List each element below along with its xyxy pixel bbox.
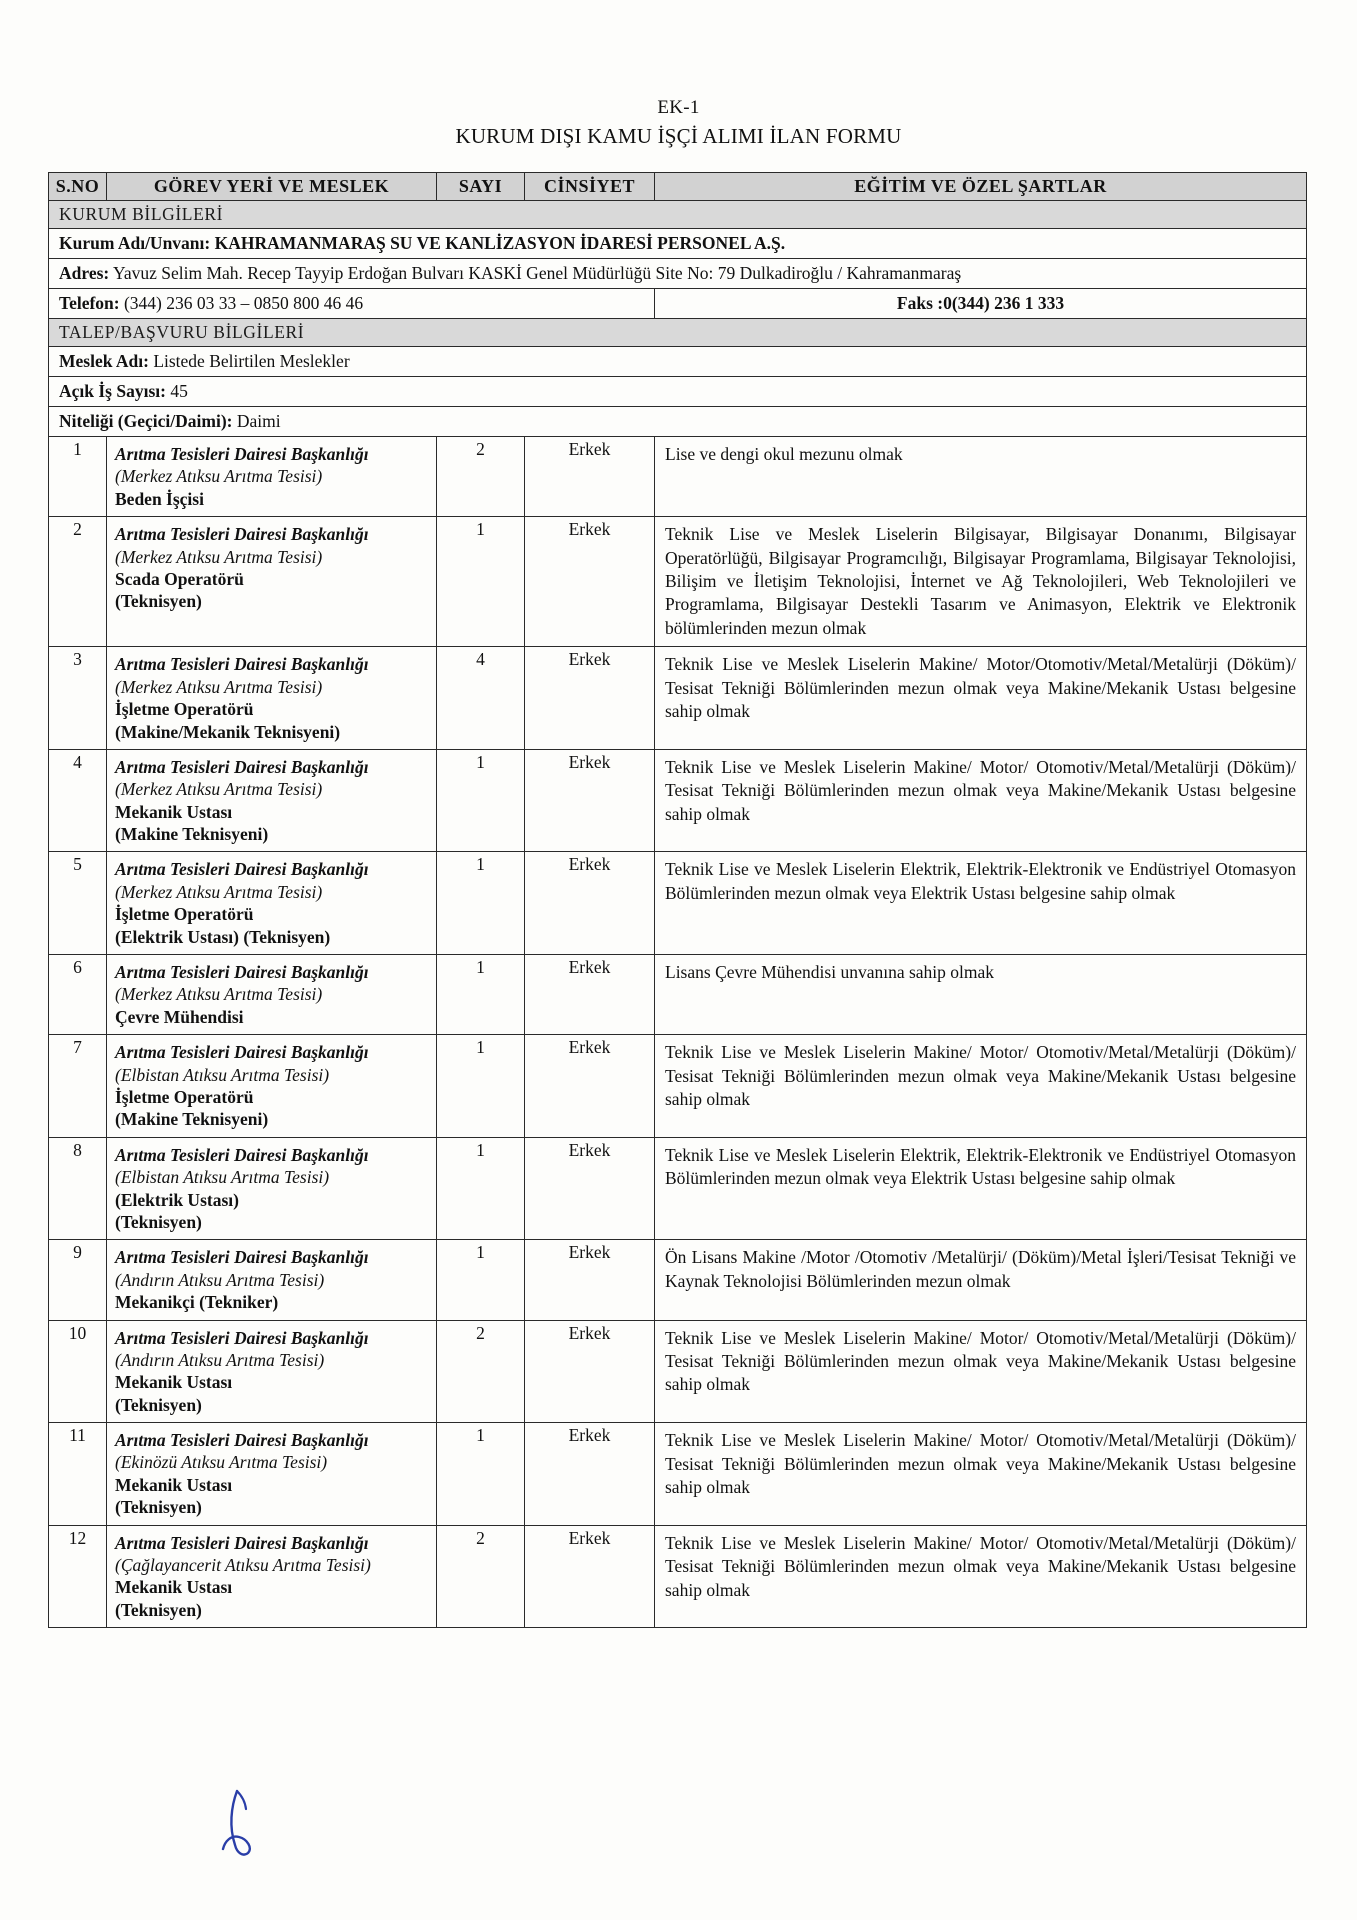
gorev-meslek: İşletme Operatörü: [115, 904, 254, 925]
cell-sira-no: 10: [49, 1320, 107, 1423]
gorev-meslek: (Elektrik Ustası): [115, 1189, 239, 1210]
telefon-row: [49, 288, 1307, 318]
cell-sayi: 1: [437, 1240, 525, 1320]
faks-cell: Faks :0(344) 236 1 333: [655, 288, 1307, 318]
cell-gorev-yeri-meslek: [107, 1320, 437, 1423]
gorev-daire: Arıtma Tesisleri Dairesi Başkanlığı: [115, 1144, 369, 1165]
table-row: [49, 1423, 1307, 1526]
cell-egitim-ozel-sartlar: Teknik Lise ve Meslek Liselerin Makine/ Motor/Otomotiv/Metal/Metalürji (Döküm)/ Tesisat Tekniği Bölümlerinden mezun olmak veya Makine/Mekanik Ustası belgesine sahip olmak: [655, 647, 1307, 750]
meslek-adi-label: Meslek Adı:: [59, 350, 149, 371]
cell-egitim-ozel-sartlar: Teknik Lise ve Meslek Liselerin Makine/ Motor/ Otomotiv/Metal/Metalürji (Döküm)/ Tesisat Tekniği Bölümlerinden mezun olmak veya Makine/Mekanik Ustası belgesine sahip olmak: [655, 1525, 1307, 1628]
gorev-tesis: (Merkez Atıksu Arıtma Tesisi): [115, 779, 323, 800]
column-header-cinsiyet: CİNSİYET: [525, 172, 655, 200]
table-row: [49, 517, 1307, 647]
gorev-meslek: Mekanik Ustası: [115, 801, 233, 822]
acik-is-sayisi-label: Açık İş Sayısı:: [59, 380, 166, 401]
gorev-meslek-alt: (Teknisyen): [115, 1497, 202, 1518]
gorev-meslek-alt: (Makine Teknisyeni): [115, 824, 269, 845]
cell-egitim-ozel-sartlar: Teknik Lise ve Meslek Liselerin Makine/ Motor/ Otomotiv/Metal/Metalürji (Döküm)/ Tesisat Tekniği Bölümlerinden mezun olmak veya Makine/Mekanik Ustası belgesine sahip olmak: [655, 749, 1307, 852]
table-row: [49, 1137, 1307, 1240]
meslek-adi-row: [49, 346, 1307, 376]
gorev-meslek-alt: (Makine Teknisyeni): [115, 1109, 269, 1130]
cell-gorev-yeri-meslek: [107, 436, 437, 516]
table-row: [49, 436, 1307, 516]
gorev-daire: Arıtma Tesisleri Dairesi Başkanlığı: [115, 1532, 369, 1553]
cell-egitim-ozel-sartlar: Teknik Lise ve Meslek Liselerin Makine/ Motor/ Otomotiv/Metal/Metalürji (Döküm)/ Tesisat Tekniği Bölümlerinden mezun olmak veya Makine/Mekanik Ustası belgesine sahip olmak: [655, 1320, 1307, 1423]
ilan-formu-table: [48, 172, 1307, 1628]
table-body: [49, 200, 1307, 436]
cell-sayi: 2: [437, 1525, 525, 1628]
gorev-meslek: İşletme Operatörü: [115, 699, 254, 720]
gorev-meslek-alt: (Elektrik Ustası) (Teknisyen): [115, 926, 331, 947]
cell-sira-no: 4: [49, 749, 107, 852]
gorev-daire: Arıtma Tesisleri Dairesi Başkanlığı: [115, 1247, 369, 1268]
acik-is-sayisi-row: [49, 376, 1307, 406]
cell-sayi: 2: [437, 436, 525, 516]
cell-cinsiyet: Erkek: [525, 1035, 655, 1138]
cell-cinsiyet: Erkek: [525, 1320, 655, 1423]
cell-cinsiyet: Erkek: [525, 1423, 655, 1526]
gorev-daire: Arıtma Tesisleri Dairesi Başkanlığı: [115, 1042, 369, 1063]
gorev-meslek-alt: (Teknisyen): [115, 591, 202, 612]
job-rows-body: [49, 436, 1307, 1627]
cell-egitim-ozel-sartlar: Lisans Çevre Mühendisi unvanına sahip olmak: [655, 955, 1307, 1035]
cell-cinsiyet: Erkek: [525, 436, 655, 516]
gorev-tesis: (Ekinözü Atıksu Arıtma Tesisi): [115, 1452, 328, 1473]
cell-sira-no: 8: [49, 1137, 107, 1240]
cell-gorev-yeri-meslek: [107, 647, 437, 750]
gorev-daire: Arıtma Tesisleri Dairesi Başkanlığı: [115, 1327, 369, 1348]
gorev-meslek: İşletme Operatörü: [115, 1086, 254, 1107]
cell-sayi: 1: [437, 517, 525, 647]
cell-gorev-yeri-meslek: [107, 1035, 437, 1138]
gorev-tesis: (Çağlayancerit Atıksu Arıtma Tesisi): [115, 1555, 371, 1576]
acik-is-sayisi-value: 45: [170, 380, 188, 401]
talep-band-row: [49, 318, 1307, 346]
cell-gorev-yeri-meslek: [107, 749, 437, 852]
nitelik-label: Niteliği (Geçici/Daimi):: [59, 410, 233, 431]
gorev-meslek-alt: (Makine/Mekanik Teknisyeni): [115, 721, 341, 742]
nitelik-row: [49, 406, 1307, 436]
cell-sayi: 1: [437, 852, 525, 955]
cell-gorev-yeri-meslek: [107, 517, 437, 647]
gorev-tesis: (Elbistan Atıksu Arıtma Tesisi): [115, 1064, 330, 1085]
table-row: [49, 749, 1307, 852]
gorev-tesis: (Andırın Atıksu Arıtma Tesisi): [115, 1269, 325, 1290]
gorev-daire: Arıtma Tesisleri Dairesi Başkanlığı: [115, 524, 369, 545]
gorev-tesis: (Merkez Atıksu Arıtma Tesisi): [115, 546, 323, 567]
handwritten-signature: [215, 1785, 305, 1865]
meslek-adi-value: Listede Belirtilen Meslekler: [153, 350, 350, 371]
gorev-meslek-alt: (Teknisyen): [115, 1394, 202, 1415]
column-header-gorev: GÖREV YERİ VE MESLEK: [107, 172, 437, 200]
nitelik-value: Daimi: [236, 410, 281, 431]
telefon-value: (344) 236 03 33 – 0850 800 46 46: [123, 292, 364, 313]
cell-gorev-yeri-meslek: [107, 1240, 437, 1320]
cell-sira-no: 3: [49, 647, 107, 750]
acik-is-sayisi-cell: [49, 376, 1307, 406]
cell-sira-no: 9: [49, 1240, 107, 1320]
cell-cinsiyet: Erkek: [525, 517, 655, 647]
adres-label: Adres:: [59, 262, 110, 283]
table-column-headers: [49, 172, 1307, 200]
cell-sayi: 1: [437, 749, 525, 852]
cell-sira-no: 2: [49, 517, 107, 647]
cell-egitim-ozel-sartlar: Lise ve dengi okul mezunu olmak: [655, 436, 1307, 516]
telefon-cell: [49, 288, 655, 318]
gorev-meslek: Mekanik Ustası: [115, 1474, 233, 1495]
talep-bilgileri-band: TALEP/BAŞVURU BİLGİLERİ: [49, 318, 1307, 346]
kurum-adi-label: Kurum Adı/Unvanı:: [59, 232, 211, 253]
table-row: [49, 1035, 1307, 1138]
table-row: [49, 955, 1307, 1035]
cell-cinsiyet: Erkek: [525, 1525, 655, 1628]
document-header: [48, 96, 1309, 150]
cell-gorev-yeri-meslek: [107, 852, 437, 955]
cell-sayi: 1: [437, 1137, 525, 1240]
kurum-adi-row: [49, 228, 1307, 258]
adres-value: Yavuz Selim Mah. Recep Tayyip Erdoğan Bulvarı KASKİ Genel Müdürlüğü Site No: 79 Dulkadiroğlu / Kahramanmaraş: [112, 262, 962, 283]
gorev-daire: Arıtma Tesisleri Dairesi Başkanlığı: [115, 1430, 369, 1451]
gorev-daire: Arıtma Tesisleri Dairesi Başkanlığı: [115, 859, 369, 880]
gorev-tesis: (Merkez Atıksu Arıtma Tesisi): [115, 676, 323, 697]
gorev-daire: Arıtma Tesisleri Dairesi Başkanlığı: [115, 654, 369, 675]
cell-gorev-yeri-meslek: [107, 1423, 437, 1526]
cell-sira-no: 7: [49, 1035, 107, 1138]
cell-sayi: 4: [437, 647, 525, 750]
table-row: [49, 647, 1307, 750]
gorev-tesis: (Andırın Atıksu Arıtma Tesisi): [115, 1349, 325, 1370]
gorev-meslek: Mekanikçi (Tekniker): [115, 1292, 279, 1313]
cell-sira-no: 6: [49, 955, 107, 1035]
adres-cell: [49, 258, 1307, 288]
cell-egitim-ozel-sartlar: Teknik Lise ve Meslek Liselerin Makine/ Motor/ Otomotiv/Metal/Metalürji (Döküm)/ Tesisat Tekniği Bölümlerinden mezun olmak veya Makine/Mekanik Ustası belgesine sahip olmak: [655, 1035, 1307, 1138]
gorev-meslek-alt: (Teknisyen): [115, 1599, 202, 1620]
gorev-tesis: (Elbistan Atıksu Arıtma Tesisi): [115, 1167, 330, 1188]
column-header-sayi: SAYI: [437, 172, 525, 200]
table-row: [49, 1525, 1307, 1628]
table-row: [49, 1240, 1307, 1320]
kurum-adi-cell: [49, 228, 1307, 258]
meslek-adi-cell: [49, 346, 1307, 376]
cell-sayi: 1: [437, 1035, 525, 1138]
cell-egitim-ozel-sartlar: Teknik Lise ve Meslek Liselerin Elektrik, Elektrik-Elektronik ve Endüstriyel Otomasyon Bölümlerinden mezun olmak veya Elektrik Ustası belgesine sahip olmak: [655, 852, 1307, 955]
kurum-bilgileri-band-row: [49, 200, 1307, 228]
telefon-label: Telefon:: [59, 292, 120, 313]
gorev-meslek: Çevre Mühendisi: [115, 1006, 244, 1027]
adres-row: [49, 258, 1307, 288]
kurum-adi-value: KAHRAMANMARAŞ SU VE KANLİZASYON İDARESİ PERSONEL A.Ş.: [214, 232, 786, 253]
table-row: [49, 1320, 1307, 1423]
gorev-daire: Arıtma Tesisleri Dairesi Başkanlığı: [115, 962, 369, 983]
cell-sira-no: 1: [49, 436, 107, 516]
cell-gorev-yeri-meslek: [107, 955, 437, 1035]
cell-sayi: 1: [437, 1423, 525, 1526]
gorev-tesis: (Merkez Atıksu Arıtma Tesisi): [115, 466, 323, 487]
cell-egitim-ozel-sartlar: Teknik Lise ve Meslek Liselerin Elektrik, Elektrik-Elektronik ve Endüstriyel Otomasyon Bölümlerinden mezun olmak veya Elektrik Ustası belgesine sahip olmak: [655, 1137, 1307, 1240]
gorev-tesis: (Merkez Atıksu Arıtma Tesisi): [115, 984, 323, 1005]
gorev-daire: Arıtma Tesisleri Dairesi Başkanlığı: [115, 756, 369, 777]
cell-egitim-ozel-sartlar: Teknik Lise ve Meslek Liselerin Makine/ Motor/ Otomotiv/Metal/Metalürji (Döküm)/ Tesisat Tekniği Bölümlerinden mezun olmak veya Makine/Mekanik Ustası belgesine sahip olmak: [655, 1423, 1307, 1526]
form-code: EK-1: [657, 97, 700, 118]
gorev-meslek: Mekanik Ustası: [115, 1577, 233, 1598]
cell-sayi: 1: [437, 955, 525, 1035]
column-header-row: [49, 172, 1307, 200]
gorev-meslek-alt: (Teknisyen): [115, 1211, 202, 1232]
cell-sira-no: 12: [49, 1525, 107, 1628]
column-header-no: S.NO: [49, 172, 107, 200]
cell-sira-no: 5: [49, 852, 107, 955]
cell-cinsiyet: Erkek: [525, 749, 655, 852]
cell-gorev-yeri-meslek: [107, 1137, 437, 1240]
cell-sira-no: 11: [49, 1423, 107, 1526]
cell-cinsiyet: Erkek: [525, 647, 655, 750]
cell-cinsiyet: Erkek: [525, 1137, 655, 1240]
kurum-bilgileri-band: KURUM BİLGİLERİ: [49, 200, 1307, 228]
cell-egitim-ozel-sartlar: Ön Lisans Makine /Motor /Otomotiv /Metalürji/ (Döküm)/Metal İşleri/Tesisat Tekniği ve Kaynak Teknolojisi Bölümlerinden mezun olmak: [655, 1240, 1307, 1320]
gorev-daire: Arıtma Tesisleri Dairesi Başkanlığı: [115, 443, 369, 464]
cell-cinsiyet: Erkek: [525, 852, 655, 955]
gorev-tesis: (Merkez Atıksu Arıtma Tesisi): [115, 881, 323, 902]
column-header-sartlar: EĞİTİM VE ÖZEL ŞARTLAR: [655, 172, 1307, 200]
cell-sayi: 2: [437, 1320, 525, 1423]
gorev-meslek: Scada Operatörü: [115, 568, 244, 589]
gorev-meslek: Mekanik Ustası: [115, 1372, 233, 1393]
cell-cinsiyet: Erkek: [525, 955, 655, 1035]
form-title: KURUM DIŞI KAMU İŞÇİ ALIMI İLAN FORMU: [455, 123, 902, 148]
gorev-meslek: Beden İşçisi: [115, 488, 204, 509]
cell-gorev-yeri-meslek: [107, 1525, 437, 1628]
cell-egitim-ozel-sartlar: Teknik Lise ve Meslek Liselerin Bilgisayar, Bilgisayar Donanımı, Bilgisayar Operatörlüğü, Bilgisayar Programcılığı, Bilgisayar Programlama, Bilgisayar Teknolojisi, Bilişim ve İletişim Teknolojisi, İnternet ve Ağ Teknolojileri, Web Teknolojileri ve Programlama, Bilgisayar Destekli Tasarım ve Animasyon, Elektrik ve Elektronik bölümlerinden mezun olmak: [655, 517, 1307, 647]
table-row: [49, 852, 1307, 955]
nitelik-cell: [49, 406, 1307, 436]
cell-cinsiyet: Erkek: [525, 1240, 655, 1320]
